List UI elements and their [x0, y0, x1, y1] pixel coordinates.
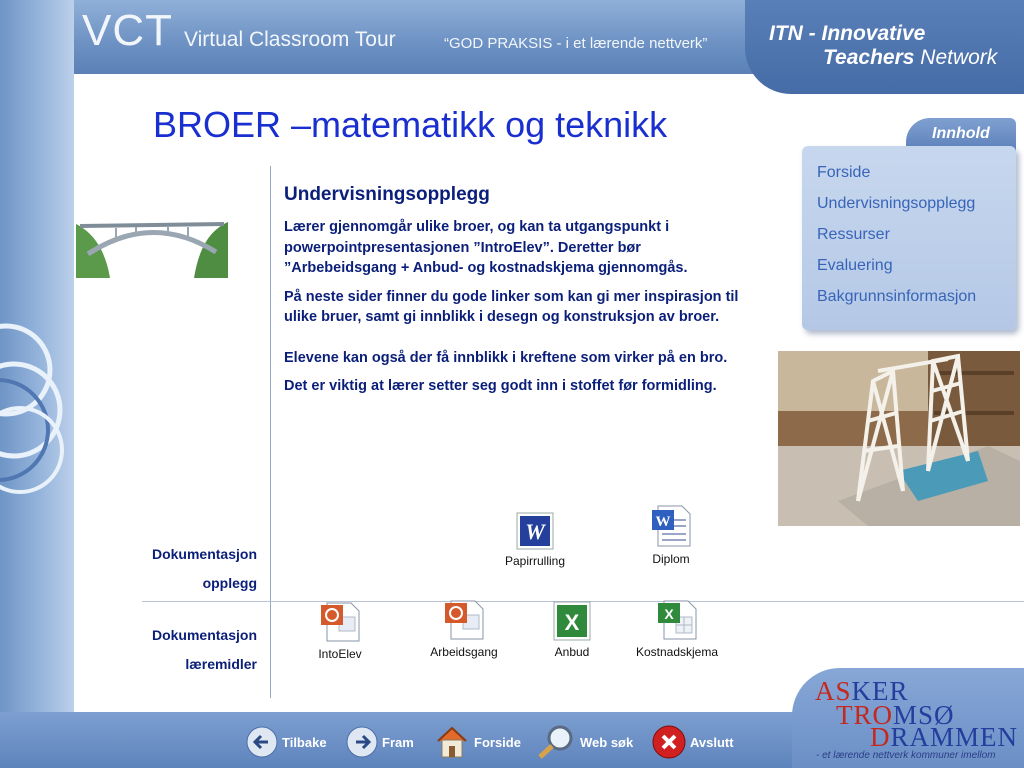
menu-item-forside[interactable]: Forside [817, 164, 871, 181]
logo-drammen: DRAMMEN [870, 722, 1019, 752]
section-heading: Undervisningsopplegg [284, 184, 490, 205]
powerpoint-icon [319, 601, 361, 643]
menu-item-evaluering[interactable]: Evaluering [817, 257, 893, 274]
file-papirrulling[interactable]: W Papirrulling [498, 512, 572, 568]
menu-item-undervisningsopplegg[interactable]: Undervisningsopplegg [817, 195, 976, 212]
magnifier-icon [536, 724, 576, 760]
file-arbeidsgang[interactable]: Arbeidsgang [424, 599, 504, 659]
vertical-divider [270, 166, 271, 698]
tour-title: Virtual Classroom Tour [184, 28, 396, 51]
file-introelev[interactable]: IntoElev [303, 601, 377, 661]
menu-item-bakgrunnsinformasjon[interactable]: Bakgrunnsinformasjon [817, 288, 977, 305]
left-decor-strip [0, 0, 74, 768]
paragraph-4: Det er viktig at lærer setter seg godt inn i stoffet før formidling. [284, 378, 717, 394]
main-content [284, 184, 754, 405]
file-anbud[interactable]: X Anbud [540, 601, 604, 659]
arrow-right-icon [346, 726, 378, 758]
word-icon [516, 512, 554, 550]
bridge-image [76, 214, 228, 278]
logo-tromso: TROMSØ [836, 700, 955, 730]
slogan: “GOD PRAKSIS - i et lærende nettverk” [444, 35, 708, 52]
itn-logo [745, 0, 1024, 94]
nav-fram[interactable]: Fram [346, 722, 414, 762]
nav-tilbake[interactable]: Tilbake [246, 722, 327, 762]
powerpoint-icon [443, 599, 485, 641]
logo-asker: ASKER [815, 676, 909, 706]
nav-websok[interactable]: Web søk [536, 722, 633, 762]
house-icon [434, 725, 470, 759]
excel-icon [553, 601, 591, 641]
menu-item-ressurser[interactable]: Ressurser [817, 226, 890, 243]
paragraph-2: På neste sider finner du gode linker som kan gi mer inspirasjon til ulike bruer, samt gi innblikk i desegn og konstruksjon av broer. [284, 288, 739, 325]
nav-forside[interactable]: Forside [434, 722, 521, 762]
doc-label-opplegg: Dokumentasjon opplegg [151, 546, 257, 591]
paragraph-1: Lærer gjennomgår ulike broer, og kan ta utgangspunkt i powerpointpresentasjonen ”IntroElev”. Deretter bør ”Arbebeidsgang + Anbud- og kostnadskjema gjennomgås. [284, 219, 688, 276]
page-title: BROER –matematikk og teknikk [153, 104, 668, 145]
word-doc-icon [650, 504, 692, 548]
itn-line1: ITN - Innovative [769, 22, 926, 45]
rings-decoration-icon [0, 300, 74, 520]
arrow-left-icon [246, 726, 278, 758]
svg-text:X: X [664, 606, 674, 622]
vct-logo: VCT [82, 6, 173, 55]
file-diplom[interactable]: W Diplom [636, 504, 706, 566]
paragraph-3: Elevene kan også der få innblikk i kreftene som virker på en bro. [284, 349, 728, 366]
content-menu [802, 146, 1016, 330]
itn-line2: Teachers Network [823, 46, 998, 69]
close-icon [652, 725, 686, 759]
nav-avslutt[interactable]: Avslutt [652, 722, 734, 762]
logo-tagline: - et lærende nettverk kommuner imellom [816, 750, 996, 761]
doc-label-laeremidler: Dokumentasjon læremidler [151, 627, 257, 672]
excel-doc-icon [656, 599, 698, 641]
paper-bridge-photo [778, 351, 1020, 526]
menu-tab-label: Innhold [932, 125, 990, 142]
svg-text:W: W [655, 514, 671, 530]
svg-text:W: W [525, 519, 545, 544]
file-kostnadskjema[interactable]: X Kostnadskjema [626, 599, 728, 659]
svg-text:X: X [564, 610, 580, 635]
